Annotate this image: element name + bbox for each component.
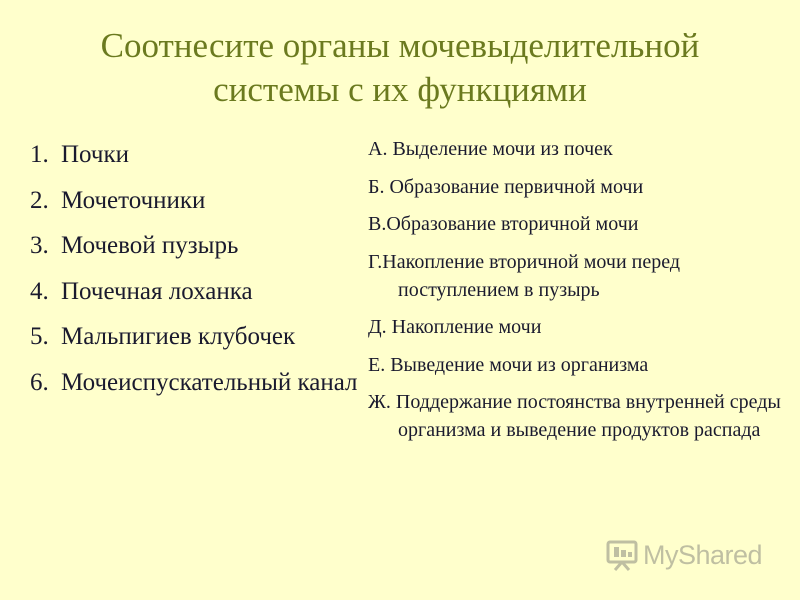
organ-number: 6. xyxy=(30,368,49,396)
slide-title-line-1: Соотнесите органы мочевыделительной xyxy=(100,26,700,65)
organ-name: Почечная лоханка xyxy=(61,277,253,305)
organ-number: 1. xyxy=(30,141,49,168)
organ-number: 5. xyxy=(30,323,49,350)
function-item: Ж. Поддержание постоянства внутренней среды организма и выведение продуктов распада xyxy=(368,391,781,441)
function-item: Е. Выведение мочи из организма xyxy=(368,353,649,376)
organ-number: 4. xyxy=(30,277,49,305)
function-item: Д. Накопление мочи xyxy=(368,316,542,338)
organ-number: 2. xyxy=(30,186,49,214)
functions-list xyxy=(368,135,788,454)
function-item: А. Выделение мочи из почек xyxy=(368,138,613,160)
organs-list xyxy=(30,140,360,413)
organ-item xyxy=(30,322,360,352)
organ-item xyxy=(30,277,360,307)
organ-name: Мочеточники xyxy=(61,186,206,214)
slide-title-line-2: системы с их функциями xyxy=(213,70,587,109)
organ-name: Мочеиспускательный канал xyxy=(61,368,358,396)
organ-item xyxy=(30,368,360,398)
presentation-board-icon xyxy=(605,539,639,571)
watermark xyxy=(605,538,765,572)
watermark-logo-text: MyShared xyxy=(643,539,763,570)
organ-number: 3. xyxy=(30,232,49,259)
organ-item xyxy=(30,186,360,216)
function-item: Г.Накопление вторичной мочи перед поступлением в пузырь xyxy=(368,250,681,301)
organ-name: Почки xyxy=(61,141,130,168)
function-item: В.Образование вторичной мочи xyxy=(368,213,639,235)
organ-item xyxy=(30,140,360,170)
organ-name: Мочевой пузырь xyxy=(61,232,239,259)
organ-name: Мальпигиев клубочек xyxy=(61,323,296,350)
organ-item xyxy=(30,231,360,261)
slide-title xyxy=(40,24,760,112)
function-item: Б. Образование первичной мочи xyxy=(368,175,644,198)
